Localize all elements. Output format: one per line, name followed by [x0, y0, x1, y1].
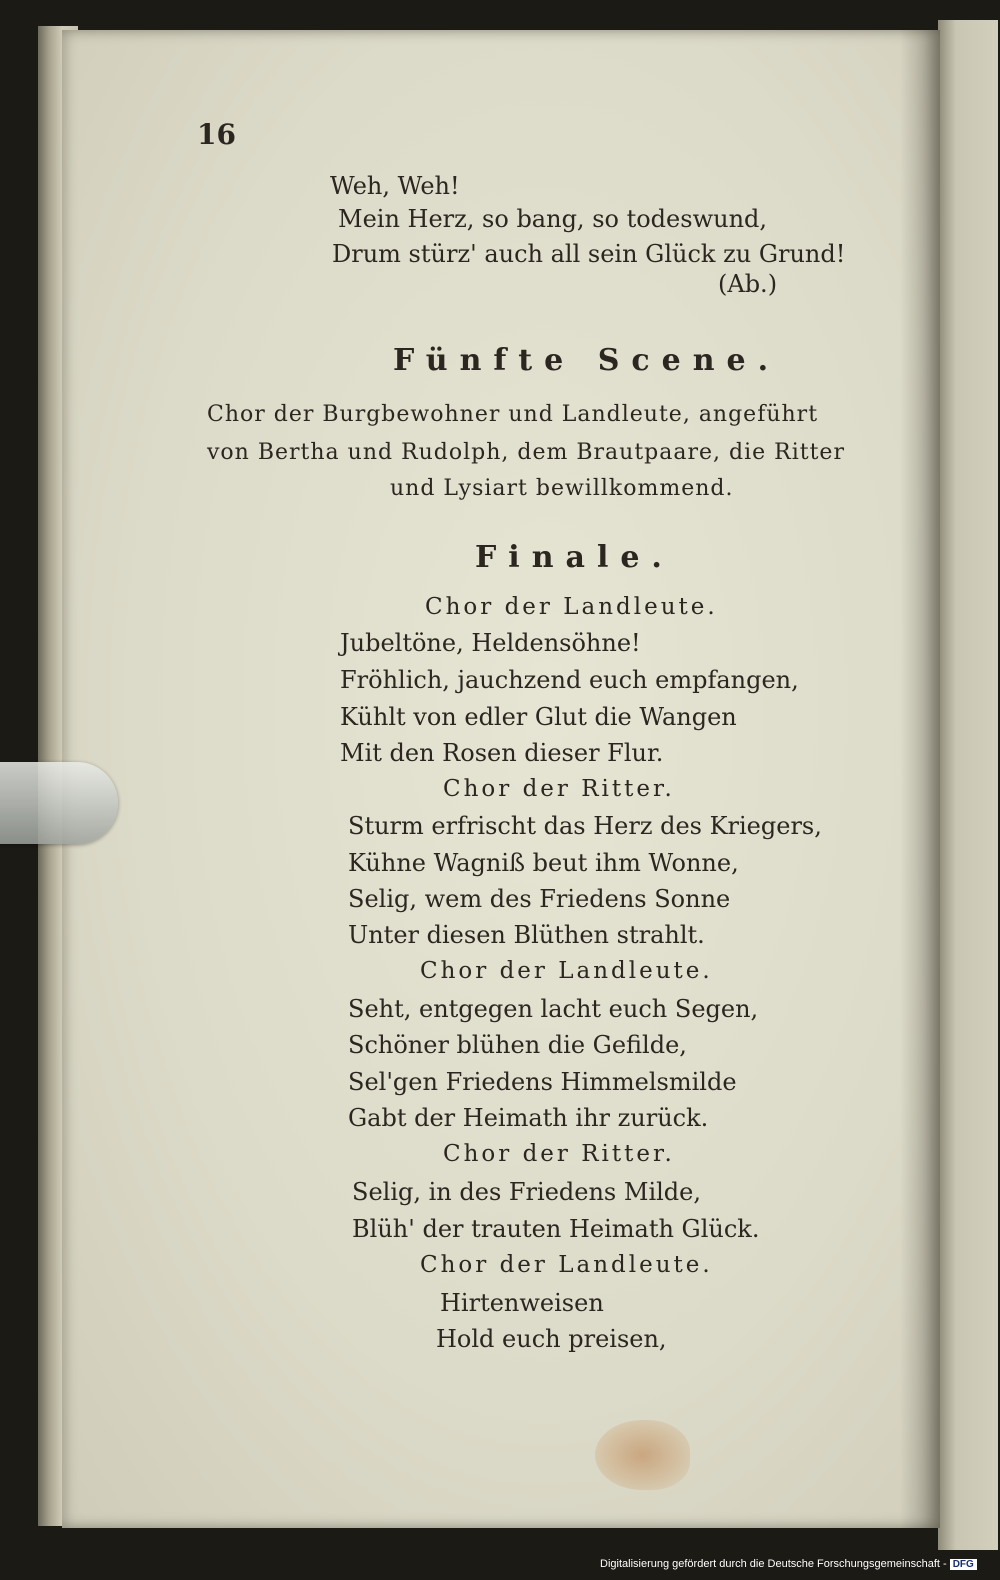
- verse-line: Fröhlich, jauchzend euch empfangen,: [340, 666, 799, 694]
- verse-line: Seht, entgegen lacht euch Segen,: [348, 995, 759, 1023]
- verse-line: Kühne Wagniß beut ihm Wonne,: [348, 849, 739, 877]
- speaker-label: Chor der Ritter.: [443, 776, 675, 802]
- page-clip: [0, 762, 118, 844]
- dfg-logo: DFG: [950, 1559, 977, 1570]
- verse-line: Sturm erfrischt das Herz des Kriegers,: [348, 812, 822, 840]
- scene-heading: Fünfte Scene.: [393, 343, 781, 378]
- speaker-label: Chor der Ritter.: [443, 1141, 675, 1167]
- footer-credit: Digitalisierung gefördert durch die Deutsche Forschungsgemeinschaft -: [600, 1558, 947, 1570]
- verse-line: Weh, Weh!: [330, 172, 460, 200]
- verse-line: Hold euch preisen,: [436, 1325, 667, 1353]
- verse-line: Blüh' der trauten Heimath Glück.: [352, 1215, 760, 1243]
- verse-line: Mit den Rosen dieser Flur.: [340, 739, 664, 767]
- speaker-label: Chor der Landleute.: [420, 1252, 713, 1278]
- verse-line: Sel'gen Friedens Himmelsmilde: [348, 1068, 737, 1096]
- verse-line: Selig, in des Friedens Milde,: [352, 1178, 701, 1206]
- speaker-label: Chor der Landleute.: [420, 958, 713, 984]
- scene-description-line: von Bertha und Rudolph, dem Brautpaare, die Ritter: [207, 440, 845, 465]
- paper-stain: [595, 1420, 690, 1490]
- verse-line: Drum stürz' auch all sein Glück zu Grund!: [332, 240, 846, 268]
- verse-line: Hirtenweisen: [440, 1289, 604, 1317]
- verse-line: Selig, wem des Friedens Sonne: [348, 885, 731, 913]
- digitization-footer: [600, 1558, 998, 1578]
- verse-line: Kühlt von edler Glut die Wangen: [340, 703, 737, 731]
- verse-line: Mein Herz, so bang, so todeswund,: [338, 205, 768, 233]
- facing-page-edge: [938, 20, 998, 1550]
- verse-line: Gabt der Heimath ihr zurück.: [348, 1104, 709, 1132]
- gutter-shadow: [900, 30, 940, 1528]
- verse-line: Schöner blühen die Gefilde,: [348, 1031, 687, 1059]
- speaker-label: Chor der Landleute.: [425, 594, 718, 620]
- finale-heading: Finale.: [475, 540, 674, 575]
- verse-line: Unter diesen Blüthen strahlt.: [348, 921, 705, 949]
- scene-description-line: und Lysiart bewillkommend.: [390, 476, 734, 501]
- stage-direction: (Ab.): [718, 270, 778, 298]
- scene-description-line: Chor der Burgbewohner und Landleute, angeführt: [207, 402, 819, 427]
- verse-line: Jubeltöne, Heldensöhne!: [340, 629, 641, 657]
- page-number: 16: [197, 118, 236, 151]
